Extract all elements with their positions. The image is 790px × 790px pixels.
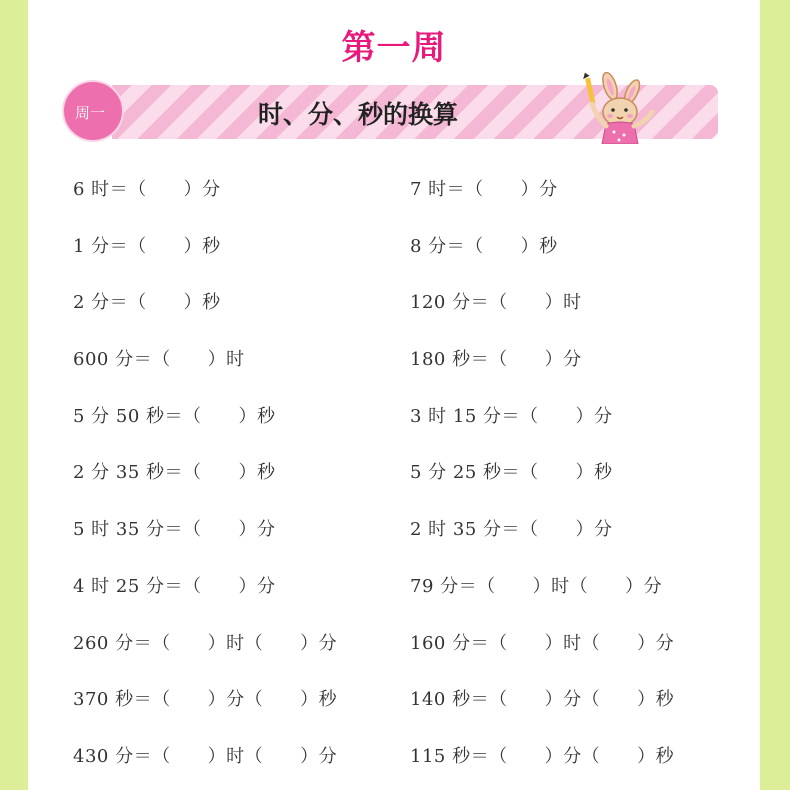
question-right-7: 2 时 35 分＝（ ）分 <box>410 519 613 540</box>
question-left-10: 370 秒＝（ ）分（ ）秒 <box>73 689 338 710</box>
question-left-1: 6 时＝（ ）分 <box>73 179 221 200</box>
question-left-3: 2 分＝（ ）秒 <box>73 292 221 313</box>
question-right-11: 115 秒＝（ ）分（ ）秒 <box>410 746 675 767</box>
worksheet-page <box>28 0 760 790</box>
question-right-8: 79 分＝（ ）时（ ）分 <box>410 576 663 597</box>
question-left-2: 1 分＝（ ）秒 <box>73 236 221 257</box>
question-right-10: 140 秒＝（ ）分（ ）秒 <box>410 689 675 710</box>
question-left-6: 2 分 35 秒＝（ ）秒 <box>73 462 276 483</box>
question-left-11: 430 分＝（ ）时（ ）分 <box>73 746 338 767</box>
question-left-7: 5 时 35 分＝（ ）分 <box>73 519 276 540</box>
question-right-1: 7 时＝（ ）分 <box>410 179 558 200</box>
question-right-9: 160 分＝（ ）时（ ）分 <box>410 633 675 654</box>
section-title: 时、分、秒的换算 <box>258 100 459 129</box>
question-right-3: 120 分＝（ ）时 <box>410 292 582 313</box>
question-left-8: 4 时 25 分＝（ ）分 <box>73 576 276 597</box>
question-right-6: 5 分 25 秒＝（ ）秒 <box>410 462 613 483</box>
question-right-2: 8 分＝（ ）秒 <box>410 236 558 257</box>
day-label: 周一 <box>74 104 105 122</box>
question-left-9: 260 分＝（ ）时（ ）分 <box>73 633 338 654</box>
question-right-5: 3 时 15 分＝（ ）分 <box>410 406 613 427</box>
question-left-5: 5 分 50 秒＝（ ）秒 <box>73 406 276 427</box>
page-title: 第一周 <box>341 28 447 68</box>
question-left-4: 600 分＝（ ）时 <box>73 349 245 370</box>
bunny-icon <box>580 72 660 144</box>
question-right-4: 180 秒＝（ ）分 <box>410 349 582 370</box>
